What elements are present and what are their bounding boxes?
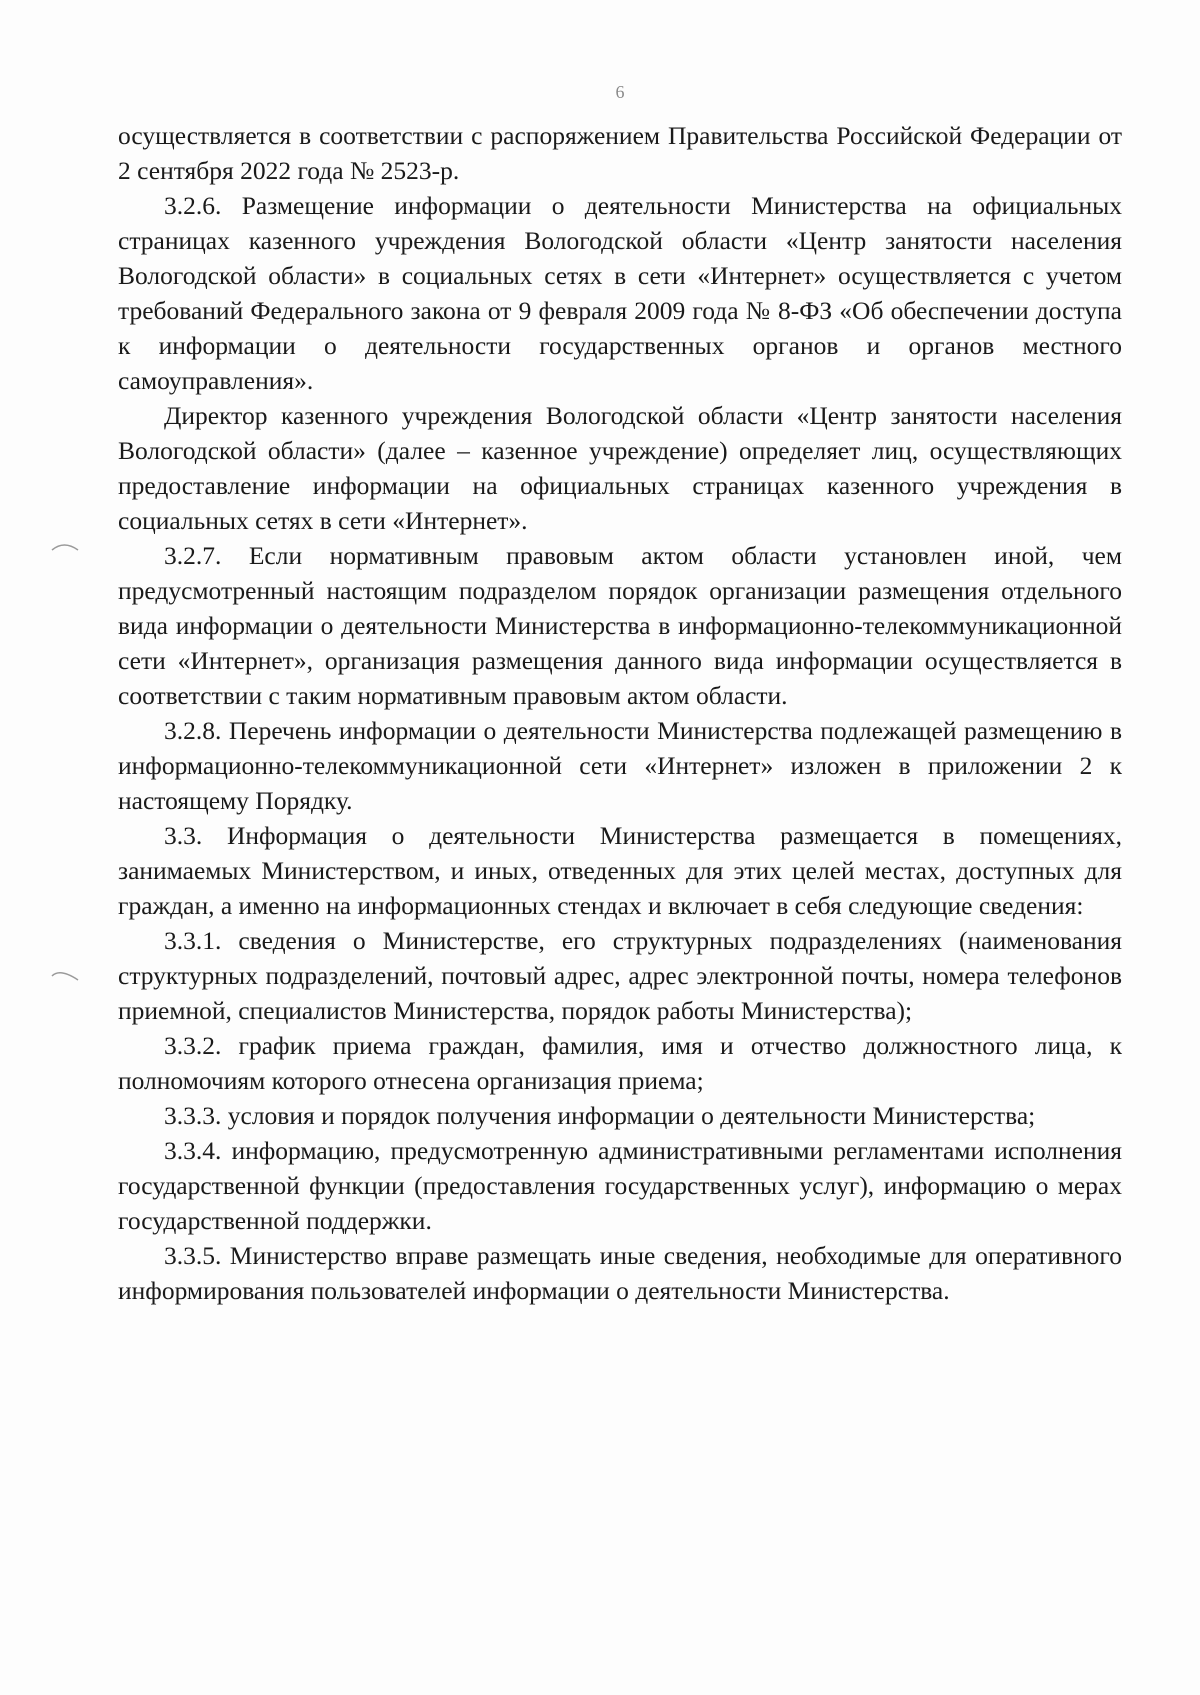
paragraph-3-2-6: 3.2.6. Размещение информации о деятельности Министерства на официальных страницах казенного учреждения Вологодской области «Центр занятости населения Вологодской области» в социальных сетях в сети «Интернет» осуществляется с учетом требований Федерального закона от 9 февраля 2009 года № 8-ФЗ «Об обеспечении доступа к информации о деятельности государственных органов и органов местного самоуправления». — [118, 191, 1122, 395]
paragraph-3-2-8: 3.2.8. Перечень информации о деятельности Министерства подлежащей размещению в информационно-телекоммуникационной сети «Интернет» изложен в приложении 2 к настоящему Порядку. — [118, 716, 1122, 815]
paragraph-3-3-3: 3.3.3. условия и порядок получения информации о деятельности Министерства; — [164, 1101, 1036, 1130]
punch-hole-mark-icon — [50, 968, 80, 982]
document-text — [118, 118, 1122, 1308]
paragraph-3-3-2: 3.3.2. график приема граждан, фамилия, имя и отчество должностного лица, к полномочиям которого отнесена организация приема; — [118, 1031, 1122, 1095]
paragraph-continuation: осуществляется в соответствии с распоряжением Правительства Российской Федерации от 2 сентября 2022 года № 2523-р. — [118, 121, 1122, 185]
paragraph-3-3: 3.3. Информация о деятельности Министерства размещается в помещениях, занимаемых Министерством, и иных, отведенных для этих целей местах, доступных для граждан, а именно на информационных стендах и включает в себя следующие сведения: — [118, 821, 1122, 920]
paragraph-3-3-5: 3.3.5. Министерство вправе размещать иные сведения, необходимые для оперативного информирования пользователей информации о деятельности Министерства. — [118, 1241, 1122, 1305]
page-number: 6 — [615, 82, 625, 102]
paragraph-3-3-4: 3.3.4. информацию, предусмотренную административными регламентами исполнения государственной функции (предоставления государственных услуг), информацию о мерах государственной поддержки. — [118, 1136, 1122, 1235]
paragraph-3-2-7: 3.2.7. Если нормативным правовым актом области установлен иной, чем предусмотренный настоящим подразделом порядок организации размещения отдельного вида информации о деятельности Министерства в информационно-телекоммуникационной сети «Интернет», организация размещения данного вида информации осуществляется в соответствии с таким нормативным правовым актом области. — [118, 541, 1122, 710]
paragraph-director: Директор казенного учреждения Вологодской области «Центр занятости населения Вологодской области» (далее – казенное учреждение) определяет лиц, осуществляющих предоставление информации на официальных страницах казенного учреждения в социальных сетях в сети «Интернет». — [118, 401, 1122, 535]
punch-hole-mark-icon — [50, 540, 80, 554]
paragraph-3-3-1: 3.3.1. сведения о Министерстве, его структурных подразделениях (наименования структурных подразделений, почтовый адрес, адрес электронной почты, номера телефонов приемной, специалистов Министерства, порядок работы Министерства); — [118, 926, 1122, 1025]
